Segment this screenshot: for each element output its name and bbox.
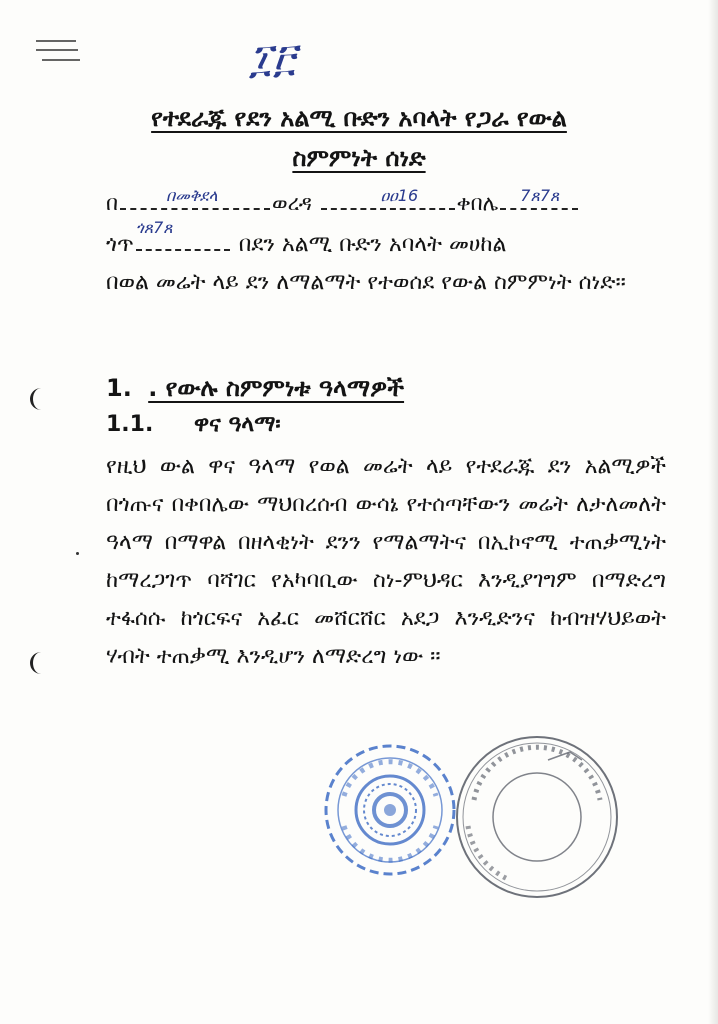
kebele-handwritten-value: 7ጸ7ጸ xyxy=(520,186,560,205)
kebele-blank xyxy=(500,186,578,210)
zone-prefix: በ xyxy=(106,191,119,215)
section-1-1-title: ዋና ዓላማ፡ xyxy=(194,412,281,437)
kebele-label: ቀበሌ xyxy=(456,191,499,215)
corner-mark-lines xyxy=(36,38,80,64)
punch-hole-mark xyxy=(30,388,47,410)
document-title-line-2: ስምምነት ሰነድ xyxy=(292,144,426,172)
intro-first-line xyxy=(106,218,666,264)
got-blank xyxy=(135,218,230,251)
ink-speck xyxy=(76,552,79,555)
punch-hole-mark xyxy=(30,652,47,674)
zone-blank xyxy=(120,186,270,210)
official-seal-stamp-gray xyxy=(450,730,624,904)
zone-handwritten-value: በመቅደላ xyxy=(166,186,218,205)
section-1-number: 1. xyxy=(106,374,132,402)
got-handwritten-value: ጎጸ7ጸ xyxy=(135,218,173,237)
location-form-line xyxy=(106,186,666,216)
got-label: ጎጥ xyxy=(106,232,134,257)
section-1-heading xyxy=(106,374,404,402)
woreda-blank xyxy=(321,186,455,210)
handwritten-page-number: ፲፫ xyxy=(250,36,298,82)
intro-paragraph xyxy=(106,218,666,302)
section-1-1-heading xyxy=(106,412,281,437)
section-1-1-number: 1.1. xyxy=(106,412,154,437)
woreda-handwritten-value: ዐዐ16 xyxy=(380,186,419,205)
official-seal-stamp-blue xyxy=(322,740,458,880)
woreda-label: ወረዳ xyxy=(272,191,312,215)
section-1-title: . የውሉ ስምምነቱ ዓላማዎች xyxy=(148,374,405,402)
document-title-line-1: የተደራጁ የደን አልሚ ቡድን አባላት የጋራ የውል xyxy=(151,104,567,132)
intro-remaining-text: በወል መሬት ላይ ደን ለማልማት የተወሰደ የውል ስምምነት ሰነድ፡፡ xyxy=(106,270,626,295)
intro-first-line-text: በደን አልሚ ቡድን አባላት መሀከል xyxy=(238,232,507,257)
section-1-1-body: የዚህ ውል ዋና ዓላማ የወል መሬት ላይ የተደራጁ ደን አልሚዎች በጎጡና በቀበሌው ማህበረሰብ ውሳኔ የተሰጣቸውን መሬት ለታለመለት ዓላማ በማዋል በዘላቂነት ደንን የማልማትና በኢኮኖሚ ተጠቃሚነት ከማረጋገጥ ባሻገር የአካባቢው ስነ-ምህዳር እንዲያገግም በማድረግ ተፋሰሱ ከጎርፍና አፈር መሸርሸር አደጋ እንዲድንና ከብዝሃህይወት ሃብት ተጠቃሚ እንዲሆን ለማድረግ ነው ፡፡ xyxy=(106,454,666,669)
